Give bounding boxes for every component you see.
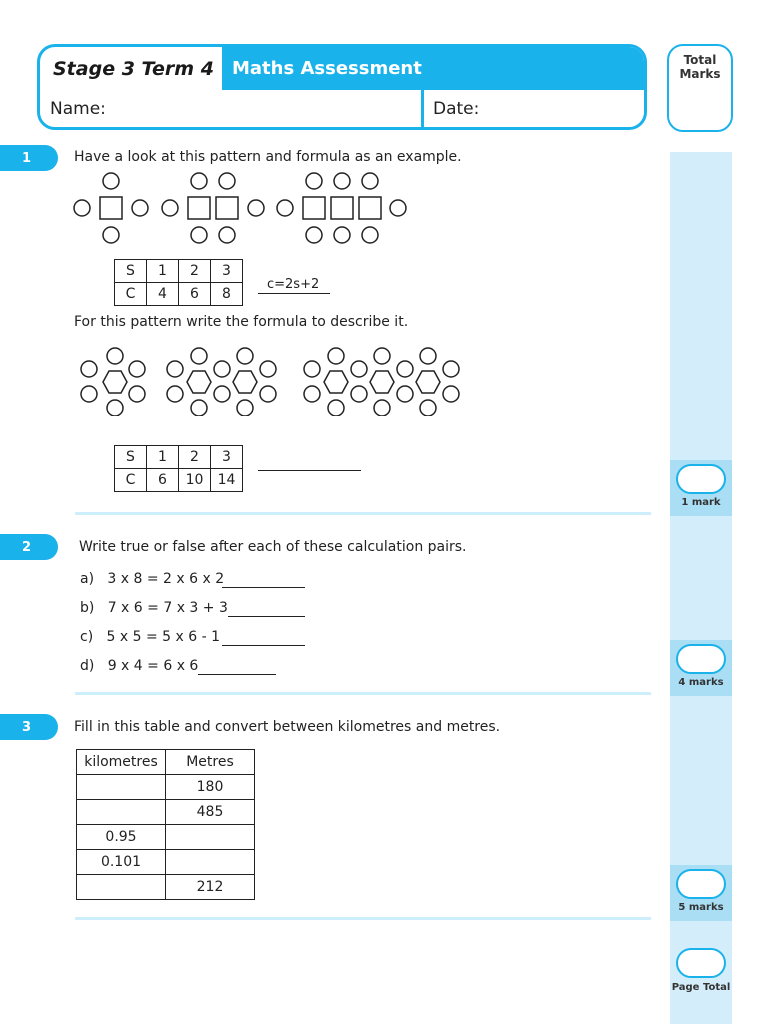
mark-label-q1: 1 mark: [681, 497, 721, 508]
header-box: [37, 44, 647, 130]
table-cell[interactable]: [166, 825, 255, 850]
table-cell: S: [115, 446, 147, 469]
table-cell: 2: [179, 446, 211, 469]
section-separator: [75, 512, 651, 515]
section-separator: [75, 692, 651, 695]
table-cell: C: [115, 469, 147, 492]
date-field[interactable]: Date:: [433, 99, 480, 119]
hexagon-pattern-diagram: [76, 344, 468, 416]
column-header-kilometres: kilometres: [77, 750, 166, 775]
calc-item-a: a) 3 x 8 = 2 x 6 x 2: [80, 571, 225, 587]
q3-prompt: Fill in this table and convert between kilometres and metres.: [74, 719, 501, 735]
table-cell: 14: [211, 469, 243, 492]
mark-label-q3: 5 marks: [678, 902, 724, 913]
table-cell: 6: [179, 283, 211, 306]
table-cell: 4: [147, 283, 179, 306]
table-cell: 3: [211, 260, 243, 283]
q2-prompt: Write true or false after each of these calculation pairs.: [79, 539, 467, 555]
section-separator: [75, 917, 651, 920]
answer-line-a[interactable]: [222, 587, 305, 588]
table-cell: 0.95: [77, 825, 166, 850]
field-divider: [421, 90, 424, 130]
mark-box-q3[interactable]: [676, 869, 726, 899]
table-cell[interactable]: [77, 775, 166, 800]
name-field[interactable]: Name:: [50, 99, 106, 119]
calc-item-d: d) 9 x 4 = 6 x 6: [80, 658, 199, 674]
example-pattern-diagram: [70, 168, 420, 252]
table-cell: 0.101: [77, 850, 166, 875]
table-row: [77, 775, 255, 800]
formula-answer-line[interactable]: [258, 470, 361, 471]
table-cell[interactable]: [77, 875, 166, 900]
question-number-1: 1: [0, 145, 58, 171]
stage-label: Stage 3 Term 4: [40, 47, 222, 90]
example-formula: c=2s+2: [267, 277, 320, 292]
conversion-table: [76, 749, 255, 900]
answer-line-b[interactable]: [228, 616, 305, 617]
question-number-3: 3: [0, 714, 58, 740]
calc-item-c: c) 5 x 5 = 5 x 6 - 1: [80, 629, 220, 645]
table-cell: 212: [166, 875, 255, 900]
page-total-label: Page Total: [671, 982, 731, 993]
table-row: [77, 800, 255, 825]
table-row: [77, 825, 255, 850]
table-cell[interactable]: [166, 850, 255, 875]
table-cell: 180: [166, 775, 255, 800]
example-formula-underline: [258, 293, 330, 294]
question-number-2: 2: [0, 534, 58, 560]
mark-box-q2[interactable]: [676, 644, 726, 674]
table-cell: 6: [147, 469, 179, 492]
table-cell: 1: [147, 260, 179, 283]
assessment-title: Maths Assessment: [232, 58, 422, 79]
column-header-metres: Metres: [166, 750, 255, 775]
table-row: [77, 850, 255, 875]
mark-label-q2: 4 marks: [678, 677, 724, 688]
table-cell: 3: [211, 446, 243, 469]
table-cell: 8: [211, 283, 243, 306]
table-cell: S: [115, 260, 147, 283]
answer-line-d[interactable]: [198, 674, 276, 675]
total-marks-box: Total Marks: [667, 44, 733, 132]
table-row: [77, 875, 255, 900]
mark-box-q1[interactable]: [676, 464, 726, 494]
q1-prompt: For this pattern write the formula to describe it.: [74, 314, 409, 330]
page-total-box[interactable]: [676, 948, 726, 978]
q1-intro: Have a look at this pattern and formula as an example.: [74, 149, 462, 165]
table-cell: 2: [179, 260, 211, 283]
calc-item-b: b) 7 x 6 = 7 x 3 + 3: [80, 600, 228, 616]
answer-line-c[interactable]: [222, 645, 305, 646]
table-cell: C: [115, 283, 147, 306]
example-table: [114, 259, 243, 306]
table-cell: 1: [147, 446, 179, 469]
table-cell: 485: [166, 800, 255, 825]
table-cell[interactable]: [77, 800, 166, 825]
name-date-row: [40, 90, 644, 130]
pattern-table: [114, 445, 243, 492]
table-cell: 10: [179, 469, 211, 492]
